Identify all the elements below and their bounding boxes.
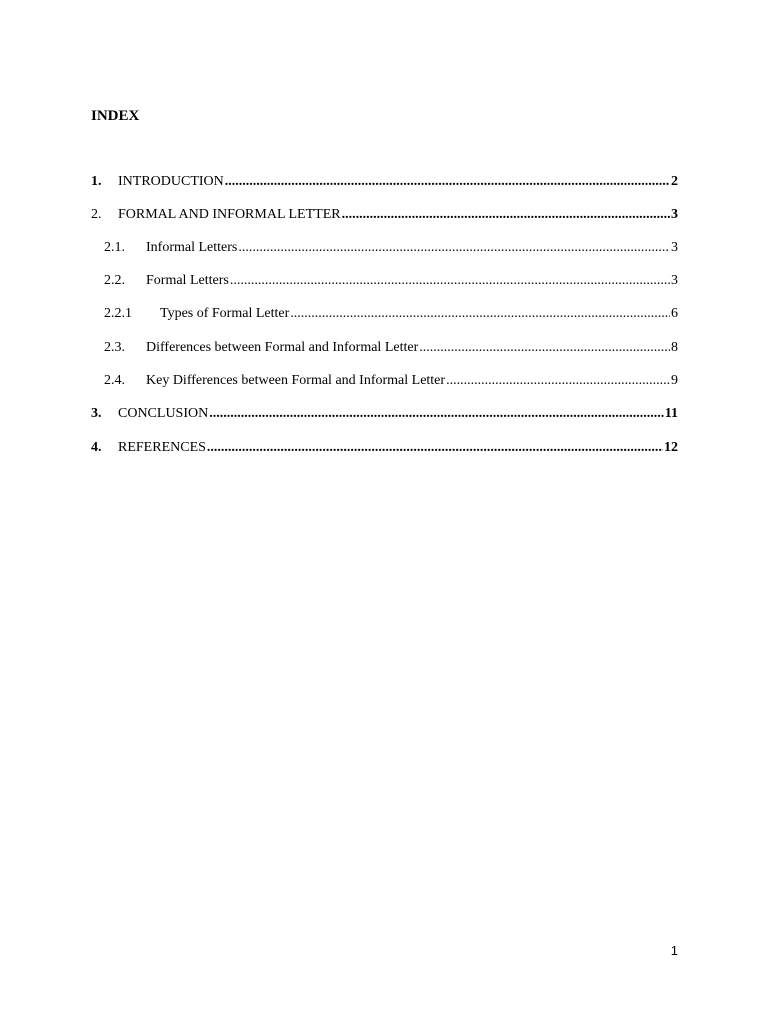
toc-dot-leader <box>290 305 670 323</box>
toc-entry-references[interactable] <box>91 439 678 457</box>
toc-entry-number: 2.2. <box>104 273 125 288</box>
toc-entry-page: 3 <box>671 207 678 222</box>
toc-dot-leader <box>209 405 664 423</box>
toc-entry-page: 8 <box>671 340 678 355</box>
toc-entry-label: CONCLUSION <box>118 406 209 421</box>
toc-entry-number: 3. <box>91 406 102 421</box>
toc-entry-label: Differences between Formal and Informal Letter <box>146 340 419 355</box>
toc-entry-page: 2 <box>671 174 678 189</box>
toc-entry-label: INTRODUCTION <box>118 174 224 189</box>
toc-entry-formal-informal-letter[interactable] <box>91 206 678 224</box>
toc-entry-formal-letters[interactable] <box>104 272 678 290</box>
toc-entry-introduction[interactable] <box>91 173 678 191</box>
toc-entry-label: Types of Formal Letter <box>160 306 290 321</box>
toc-entry-label: Informal Letters <box>146 240 238 255</box>
toc-entry-number: 2.1. <box>104 240 125 255</box>
toc-entry-page: 12 <box>664 440 678 455</box>
toc-entry-number: 2.4. <box>104 373 125 388</box>
toc-entry-number: 2.2.1 <box>104 306 132 321</box>
page-number: 1 <box>670 943 678 958</box>
toc-dot-leader <box>238 239 670 257</box>
toc-entry-page: 3 <box>671 240 678 255</box>
toc-entry-number: 2. <box>91 207 102 222</box>
toc-dot-leader <box>207 439 663 457</box>
toc-entry-page: 6 <box>671 306 678 321</box>
toc-entry-number: 4. <box>91 440 102 455</box>
toc-entry-conclusion[interactable] <box>91 405 678 423</box>
toc-entry-key-differences[interactable] <box>104 372 678 390</box>
toc-entry-types-of-formal-letter[interactable] <box>104 305 678 323</box>
toc-dot-leader <box>446 372 670 390</box>
toc-entry-number: 2.3. <box>104 340 125 355</box>
toc-entry-label: FORMAL AND INFORMAL LETTER <box>118 207 341 222</box>
toc-entry-differences[interactable] <box>104 339 678 357</box>
toc-entry-label: Key Differences between Formal and Informal Letter <box>146 373 446 388</box>
toc-entry-label: Formal Letters <box>146 273 229 288</box>
toc-entry-page: 11 <box>664 406 678 421</box>
index-title: INDEX <box>91 108 140 124</box>
toc-dot-leader <box>230 272 670 290</box>
toc-entry-page: 9 <box>671 373 678 388</box>
toc-entry-number: 1. <box>91 174 102 189</box>
toc-entry-page: 3 <box>671 273 678 288</box>
toc-dot-leader <box>225 173 670 191</box>
toc-entry-informal-letters[interactable] <box>104 239 678 257</box>
toc-entry-label: REFERENCES <box>118 440 206 455</box>
toc-dot-leader <box>342 206 670 224</box>
toc-dot-leader <box>419 339 670 357</box>
